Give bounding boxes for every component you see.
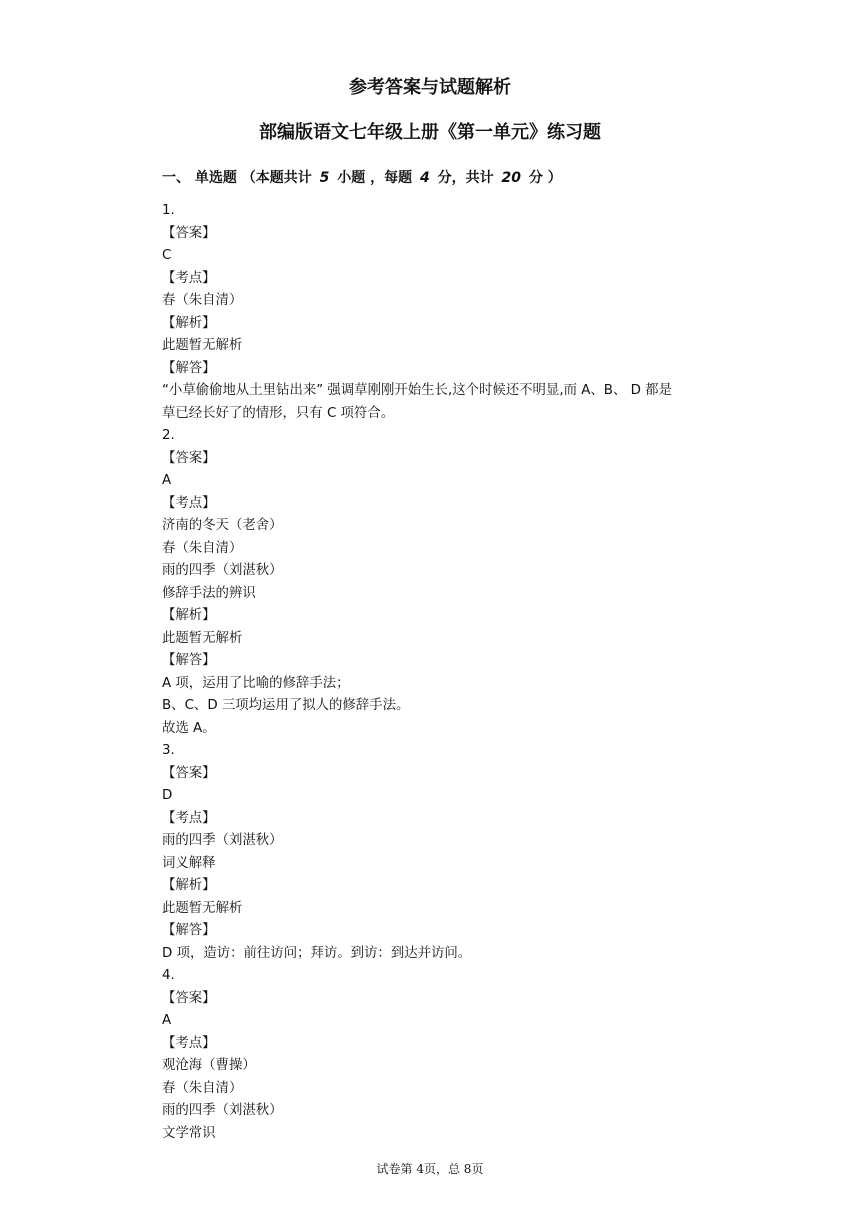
- solution-label: 【解答】: [162, 360, 216, 376]
- question-number: 4.: [162, 968, 175, 983]
- question-count: 5: [319, 170, 330, 186]
- solution-text: 草已经长好了的情形，只有 C 项符合。: [162, 405, 395, 421]
- answer-label: 【答案】: [162, 990, 216, 1006]
- answer-label: 【答案】: [162, 765, 216, 781]
- question-number: 3.: [162, 743, 175, 758]
- answer-value: D: [162, 788, 173, 803]
- solution-text: 故选 A。: [162, 720, 216, 736]
- question-number: 1.: [162, 203, 175, 218]
- knowledge-point: 济南的冬天（老舍）: [162, 518, 283, 533]
- knowledge-point: 春（朱自清）: [162, 540, 243, 556]
- knowledge-point: 雨的四季（刘湛秋）: [162, 563, 283, 578]
- knowledge-point-label: 【考点】: [162, 270, 216, 286]
- question-number: 2.: [162, 428, 175, 443]
- knowledge-point: 修辞手法的辨识: [162, 585, 256, 601]
- answer-value: A: [162, 1013, 172, 1028]
- analysis-label: 【解析】: [162, 315, 216, 331]
- answer-label: 【答案】: [162, 225, 216, 241]
- section-mid2: 分，共计: [437, 170, 494, 186]
- solution-label: 【解答】: [162, 653, 216, 668]
- points-each: 4: [420, 170, 430, 186]
- section-heading: [162, 167, 562, 189]
- knowledge-point: 春（朱自清）: [162, 1080, 243, 1096]
- analysis-text: 此题暂无解析: [162, 630, 243, 646]
- knowledge-point: 观沧海（曹操）: [162, 1058, 256, 1073]
- answer-body: [162, 200, 742, 1145]
- solution-text: A 项，运用了比喻的修辞手法；: [162, 675, 350, 691]
- knowledge-point-label: 【考点】: [162, 1035, 216, 1051]
- knowledge-point: 文学常识: [162, 1125, 216, 1141]
- page-title: 参考答案与试题解析: [349, 77, 511, 98]
- analysis-label: 【解析】: [162, 608, 216, 623]
- answer-label: 【答案】: [162, 450, 216, 466]
- knowledge-point-label: 【考点】: [162, 495, 216, 511]
- points-total: 20: [501, 170, 521, 186]
- knowledge-point: 雨的四季（刘湛秋）: [162, 1103, 283, 1118]
- page-footer: 试卷第 4页，总 8页: [376, 1162, 484, 1176]
- solution-text: B、C、D 三项均运用了拟人的修辞手法。: [162, 698, 410, 713]
- solution-text: “小草偷偷地从土里钻出来” 强调草刚刚开始生长,这个时候还不明显,而 A、B、 D 都是: [162, 383, 672, 398]
- knowledge-point-label: 【考点】: [162, 810, 216, 826]
- knowledge-point: 雨的四季（刘湛秋）: [162, 833, 283, 848]
- solution-label: 【解答】: [162, 923, 216, 938]
- section-mid1: 小题 ，每题: [337, 170, 413, 186]
- analysis-text: 此题暂无解析: [162, 900, 243, 916]
- section-suffix: 分 ）: [528, 170, 562, 186]
- section-prefix: 一、 单选题 （本题共计: [162, 170, 312, 186]
- page-subtitle: 部编版语文七年级上册《第一单元》练习题: [259, 122, 601, 143]
- answer-value: C: [162, 248, 172, 263]
- answer-value: A: [162, 473, 172, 488]
- knowledge-point: 春（朱自清）: [162, 293, 243, 308]
- solution-text: D 项，造访：前往访问；拜访。到访：到达并访问。: [162, 945, 472, 961]
- analysis-text: 此题暂无解析: [162, 338, 243, 353]
- knowledge-point: 词义解释: [162, 855, 216, 871]
- analysis-label: 【解析】: [162, 878, 216, 893]
